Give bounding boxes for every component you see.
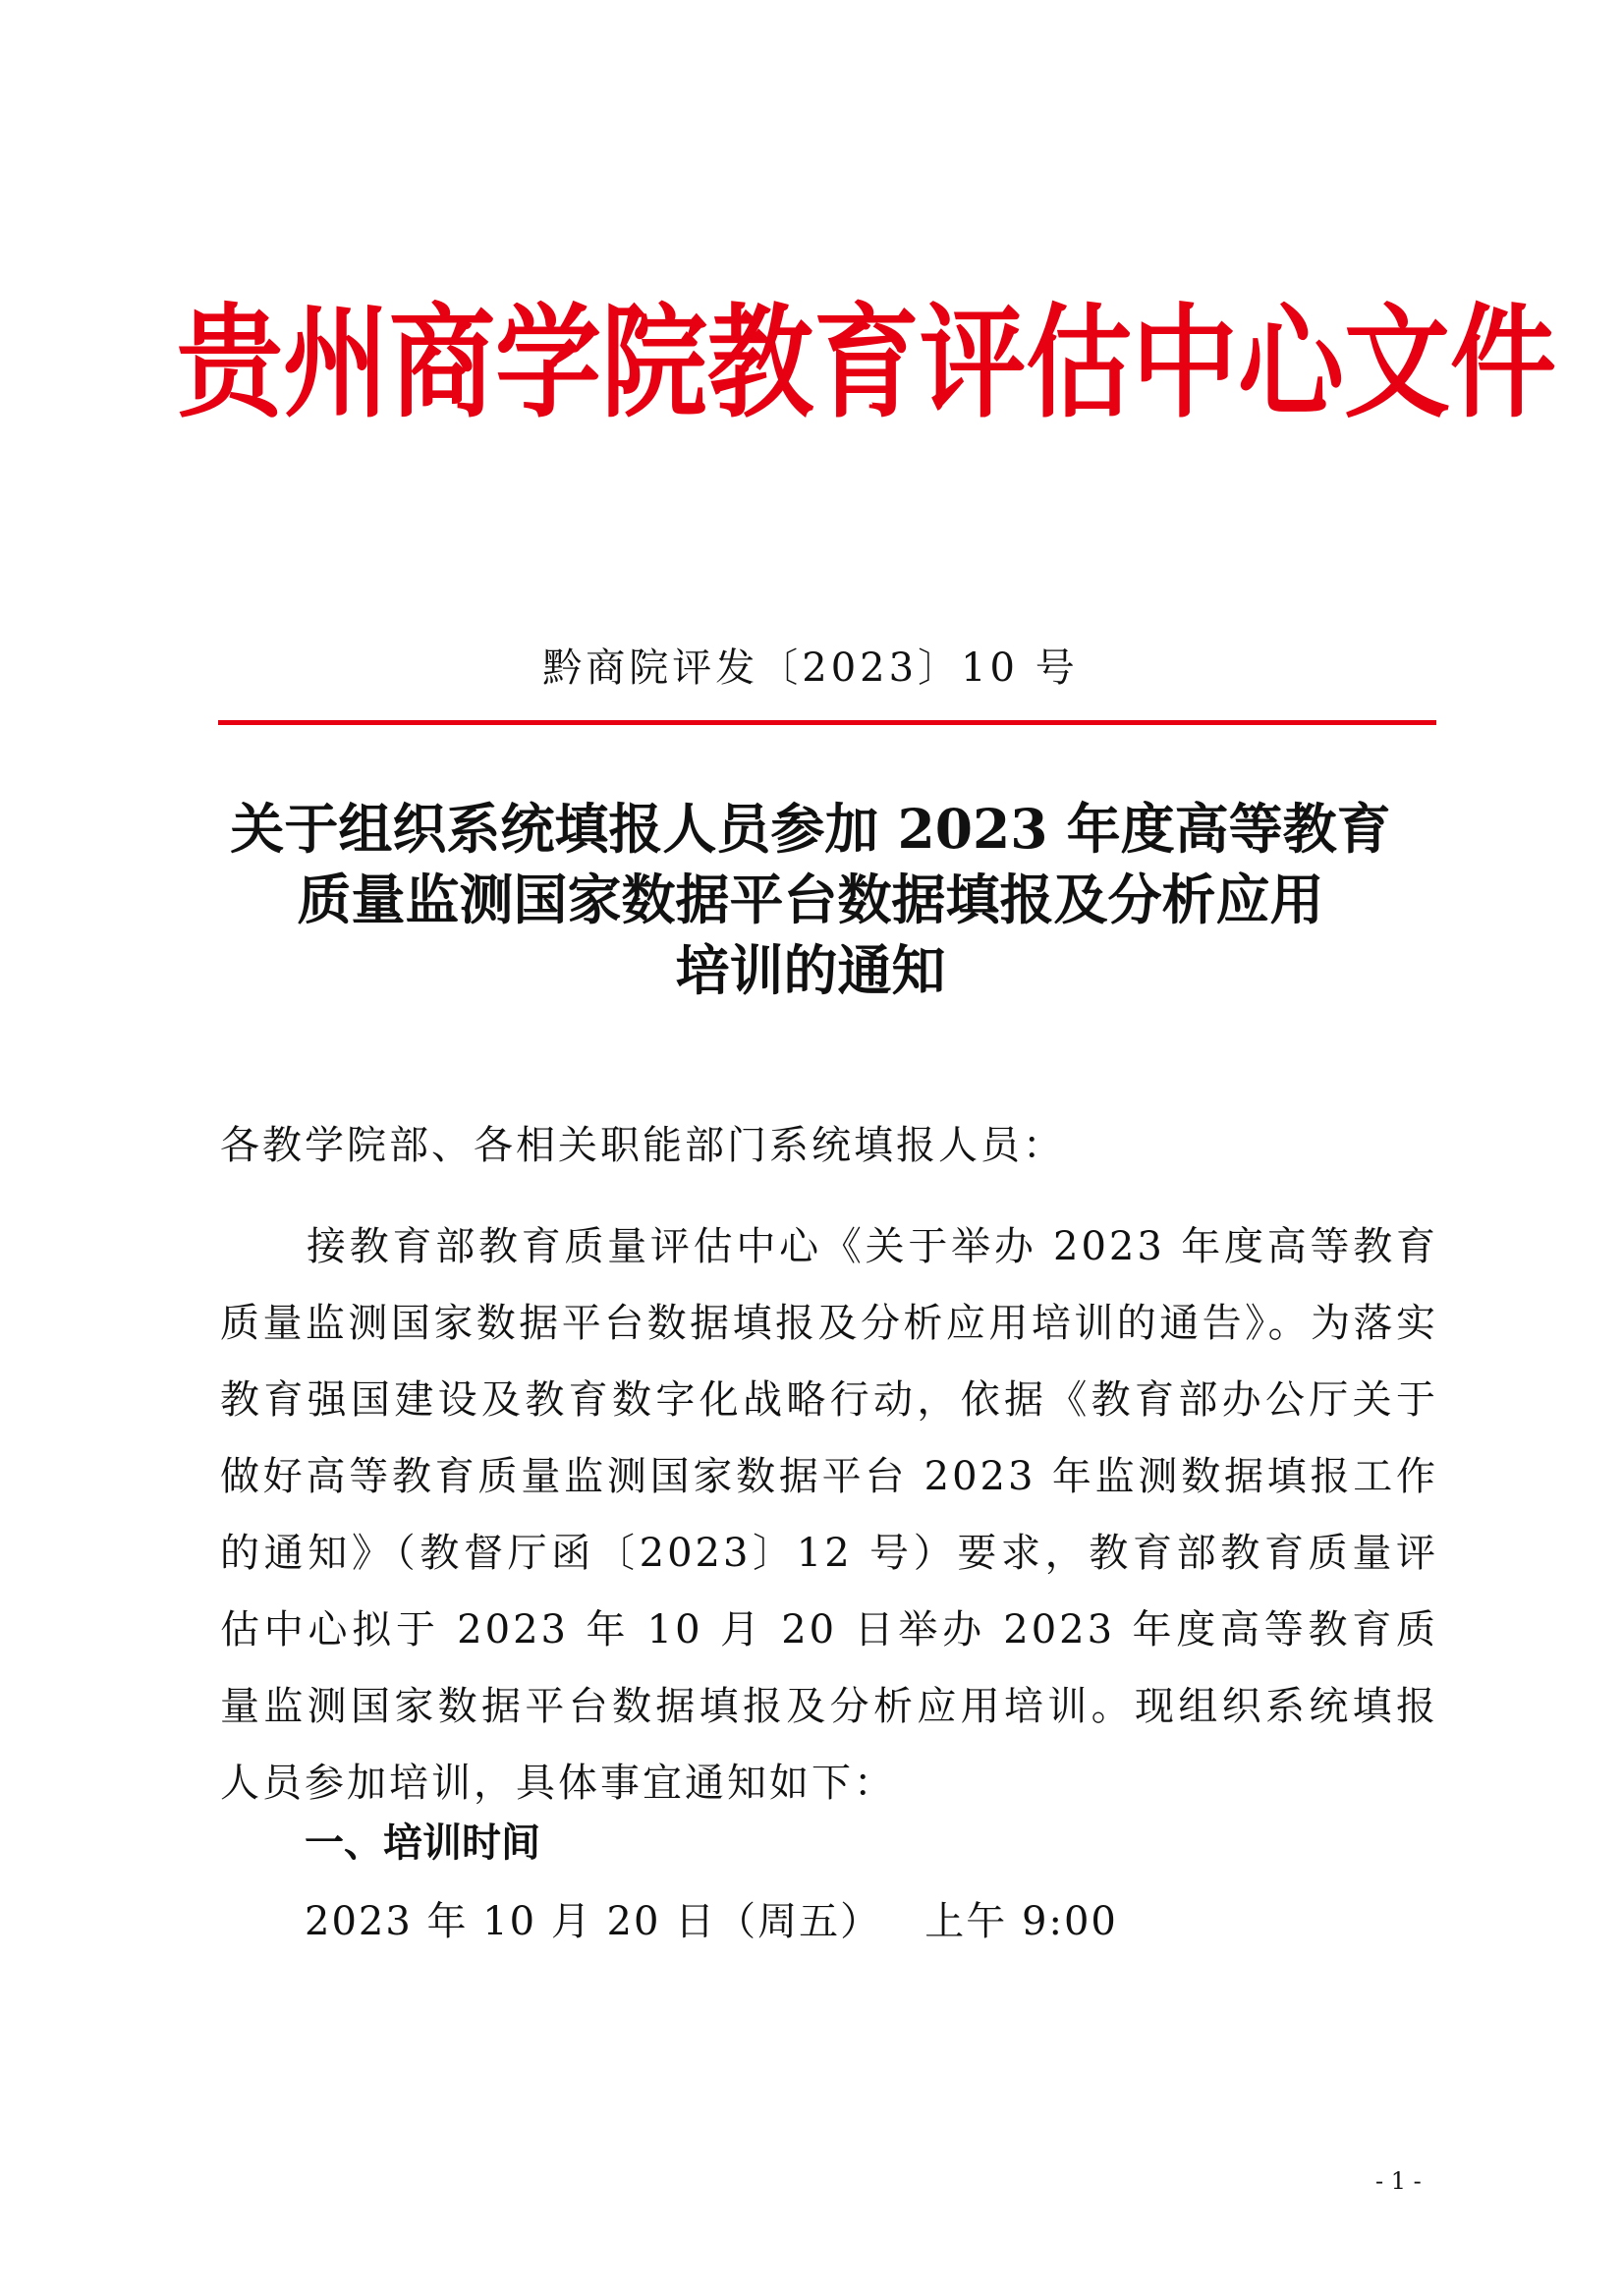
- red-divider-line: [218, 720, 1436, 725]
- document-title: [177, 794, 1444, 1006]
- title-line-2: 质量监测国家数据平台数据填报及分析应用: [297, 868, 1324, 931]
- salutation: 各教学院部、各相关职能部门系统填报人员：: [220, 1123, 1065, 1168]
- page-number: - 1 -: [1375, 2167, 1422, 2195]
- document-masthead: 贵州商学院教育评估中心文件: [177, 292, 1557, 435]
- section-heading-training-time: 一、培训时间: [305, 1820, 540, 1866]
- title-line-1: 关于组织系统填报人员参加 2023 年度高等教育: [230, 797, 1391, 861]
- title-line-3: 培训的通知: [675, 938, 946, 1002]
- document-number: 黔商院评发〔2023〕10 号: [542, 645, 1079, 691]
- training-time-text: 2023 年 10 月 20 日（周五） 上午 9:00: [305, 1899, 1118, 1944]
- body-paragraph: 接教育部教育质量评估中心《关于举办 2023 年度高等教育质量监测国家数据平台数据填报及分析应用培训的通告》。为落实教育强国建设及教育数字化战略行动，依据《教育部办公厅关于做好高等教育质量监测国家数据平台 2023 年监测数据填报工作的通知》（教督厅函〔2023〕12 号）要求，教育部教育质量评估中心拟于 2023 年 10 月 20 日举办 2023 年度高等教育质量监测国家数据平台数据填报及分析应用培训。现组织系统填报人员参加培训，具体事宜通知如下：: [220, 1224, 1438, 1806]
